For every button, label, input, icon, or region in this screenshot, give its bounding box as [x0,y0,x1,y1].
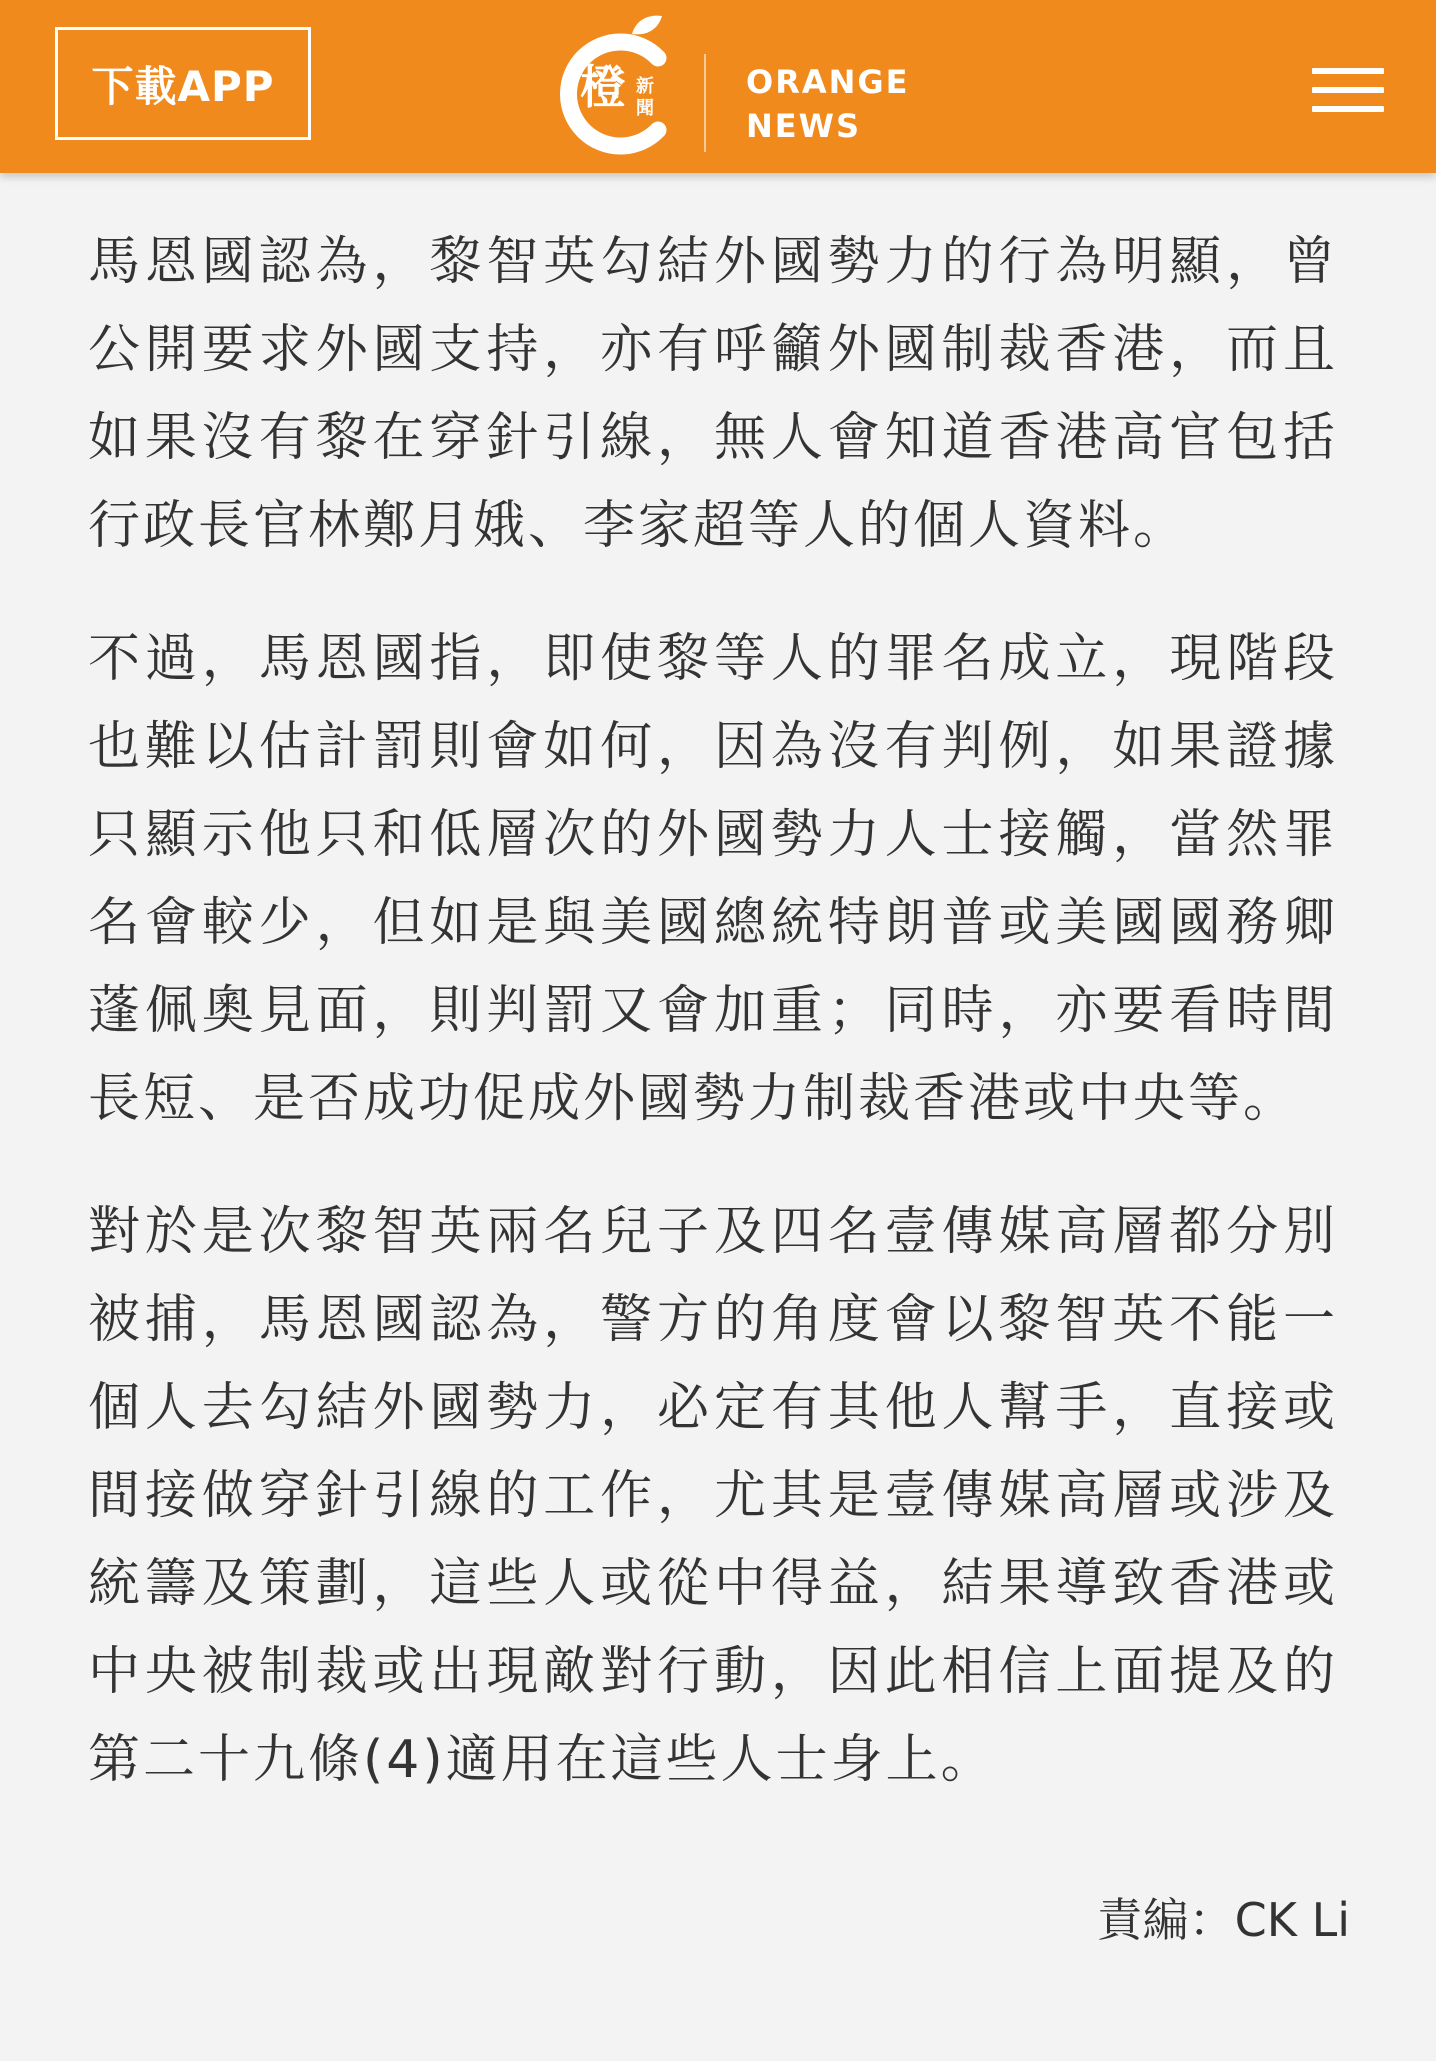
menu-bar [1312,87,1384,93]
hamburger-menu-icon[interactable] [1312,68,1384,112]
logo-english-line2: NEWS [746,107,861,145]
orange-news-logo[interactable] [540,8,920,168]
download-app-button[interactable]: 下載APP [55,27,311,140]
top-header [0,0,1436,173]
article-paragraph: 不過，馬恩國指，即使黎等人的罪名成立，現階段也難以估計罰則會如何，因為沒有判例，如果證據只顯示他只和低層次的外國勢力人士接觸，當然罪名會較少，但如是與美國總統特朗普或美國國務卿蓬佩奧見面，則判罰又會加重；同時，亦要看時間長短、是否成功促成外國勢力制裁香港或中央等。 [88,629,1338,1129]
menu-bar [1312,68,1384,74]
logo-chinese-char: 橙 [580,60,626,114]
logo-english-line1: ORANGE [746,63,910,101]
article-paragraph: 馬恩國認為，黎智英勾結外國勢力的行為明顯，曾公開要求外國支持，亦有呼籲外國制裁香港，而且如果沒有黎在穿針引線，無人會知道香港高官包括行政長官林鄭月娥、李家超等人的個人資料。 [88,232,1338,556]
article-body [88,218,1338,1849]
menu-bar [1312,106,1384,112]
article-paragraph: 對於是次黎智英兩名兒子及四名壹傳媒高層都分別被捕，馬恩國認為，警方的角度會以黎智英不能一個人去勾結外國勢力，必定有其他人幫手，直接或間接做穿針引線的工作，尤其是壹傳媒高層或涉及統籌及策劃，這些人或從中得益，結果導致香港或中央被制裁或出現敵對行動，因此相信上面提及的第二十九條(4)適用在這些人士身上。 [88,1202,1338,1790]
logo-divider [704,54,706,152]
logo-chinese-small: 新聞 [636,76,654,119]
logo-english-text [746,60,910,148]
editor-credit: 責編：CK Li [1096,1893,1350,1947]
